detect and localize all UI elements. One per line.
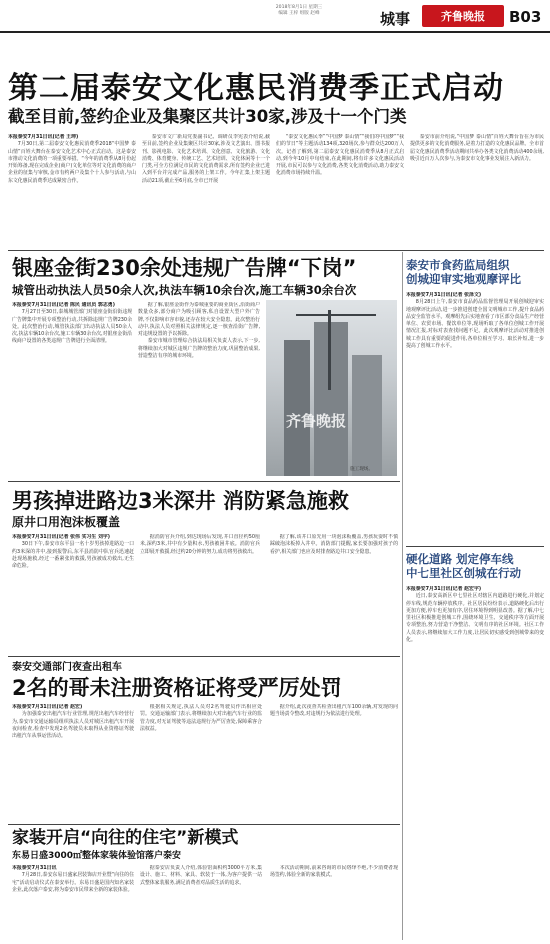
lead-byline: 本报泰安7月31日讯(记者 王坤): [8, 134, 79, 140]
decor-article-col2: 据泰安店负责人介绍,体验馆面积约3000平方米,集设计、施工、材料、家具、软装于一体,为客户提供一站式整体家装服务,满足消费者对品质生活的追求。: [140, 865, 262, 886]
lead-article-col4: 泰安市前介绍说,“中国梦 泰山情”百姓大舞台旨在为市民提供更多的文化消费服务,是着力打造的文化惠民品牌。全市首届文化惠民消费季活动期间共举办各类文化消费活动400余场,吸引近百万人次参与,为泰安市文化事业发展注入新活力。: [410, 134, 544, 162]
lead-article-col3: “泰安文化惠民季”“中国梦 泰山情”“我们的中国梦”“我们的节日”等主题活动134项,320场次,参与群众达200万人次。记者了解到,第二届泰安文化惠民消费季从8月正式启动,到今年10月中旬结束,在此期间,将有许多文化惠民活动开展,市民可以参与文化消费,各类文化消费活动,助力泰安文化消费市场持续升温。: [276, 134, 404, 177]
lead-subheadline: 截至目前,签约企业及集聚区共计30家,涉及十一个门类: [8, 107, 407, 126]
yinzuo-article-col1: 本报泰安7月31日讯(记者 陈民 通讯员 郭志勇) 7月27日至30日,泰城城管部门对银座金街沿街违规广告牌集中开展专项整治行动,共拆除违规广告牌230余处。此次整治行动,城管执法部门出动执法人员50余人次,执法车辆10余台次,施工车辆30余台次,对银座金街沿线商户设置的各类违规广告牌进行全面清理。: [12, 302, 132, 345]
boy-article-col3: 据了解,该井口原先用一块泡沫板覆盖,男孩玩耍时不慎踩破泡沫板掉入井中。消防部门提醒,家长要加强对孩子的看护,相关部门也应及时排查路边井口安全隐患。: [270, 534, 398, 555]
yinzuo-headline: 银座金街230余处违规广告牌“下岗”: [12, 256, 357, 280]
section-title: 城事: [380, 10, 411, 28]
boy-subheadline: 原井口用泡沫板覆盖: [12, 515, 121, 529]
decor-headline: 家装开启“向往的住宅”新模式: [12, 828, 239, 848]
parking-byline: 本报泰安7月31日讯(记者 赵宏宇): [406, 586, 482, 592]
header-rule: [0, 31, 550, 33]
decor-article-col3: 本次活动期间,前来咨询的市民络绎不绝,不少消费者现场签约,体验全新的家装模式。: [270, 865, 398, 879]
decor-subheadline: 东易日盛3000㎡整体家装体验馆落户泰安: [12, 851, 182, 861]
parking-article: 本报泰安7月31日讯(记者 赵宏宇) 近日,泰安高新区中七里社区对辖区内道路进行硬化,并划定停车线,规范车辆停放秩序。社区居民纷纷表示,道路硬化后出行更加方便,停车也更加有序,居住环境得到明显改善。据了解,中七里社区积极推进创城工作,围绕环境卫生、交通秩序等方面开展专项整治,努力营造干净整洁、文明有序的社区环境。社区工作人员表示,将继续加大工作力度,让居民切实感受到创城带来的变化。: [406, 586, 544, 644]
taxi-article-col3: 据介绍,此次夜查共检查出租汽车100余辆,对发现的问题当场责令整改,对违规行为依法进行处理。: [270, 704, 398, 718]
boy-article-col1: 本报泰安7月31日讯(记者 张伟 实习生 刘宇) 30日下午,泰安市东平县一名十岁男孩掉进路边一口约3米深的井中,接到报警后,东平县消防中队官兵迅速赶赴现场施救,经过一番紧张的救援,男孩被成功救出,无生命危险。: [12, 534, 134, 570]
construction-photo: [266, 300, 397, 476]
divider: [406, 546, 544, 547]
photo-watermark: 齐鲁晚报: [286, 412, 347, 430]
newspaper-logo: 齐鲁晚报: [422, 5, 504, 27]
page-number: B03: [509, 8, 542, 26]
taxi-headline: 2名的哥未注册资格证将受严厉处罚: [12, 676, 342, 700]
decor-article-col1: 本报泰安7月31日讯 7月28日,泰安东易日盛家居装饰店开业暨“向往的住宅”活动启动仪式在泰安举行。东易日盛是国内知名家装企业,此次落户泰安,将为泰安市民带来全新的家装体验。: [12, 865, 134, 893]
divider: [8, 656, 400, 657]
taxi-kicker: 泰安交通部门夜查出租车: [12, 662, 122, 673]
yinzuo-article-col2: 据了解,银座金街作为泰城重要的商业街区,沿街商户数量众多,部分商户为吸引顾客,私自设置大型户外广告牌,不仅影响市容市貌,还存在较大安全隐患。此次整治行动中,执法人员对照相关法律规定,逐一核查沿街广告牌,对违规设置的予以拆除。 泰安市城市管理综合执法局相关负责人表示,下一步,将继续加大对城区违规广告牌的整治力度,巩固整治成果,营造整洁有序的城市环境。: [138, 302, 260, 360]
divider: [8, 481, 400, 482]
taxi-article-col1: 本报泰安7月31日讯(记者 赵宏) 为加强泰安出租汽车行业管理,规范出租汽车经营行为,泰安市交通运输局组织执法人员对城区出租汽车开展夜间检查,检查中发现2名驾驶员未取得从业资格证驾驶出租汽车从事运营活动。: [12, 704, 134, 740]
lead-article-col2: 泰安市文广新局党委副书记、调研员李宪表介绍说,截至目前,签约企业及集聚区共计30家,涉及文艺演出、图书报刊、影视电影、文化艺术培训、文化创意、文化旅游、文化消费、体育健身、传统工艺、艺术培训、文化休闲等十一个门类,可全方位满足市民的文化消费需求,所有签约企业已进入到平台并完成产品,服务的上架工作。今年汇集上架主题活动21项,截止至6月底,全市已开展: [142, 134, 270, 184]
divider: [8, 824, 400, 825]
divider: [8, 250, 544, 251]
taxi-article-col2: 根据相关规定,执法人员对2名驾驶员作出相应处罚。交通运输部门表示,将继续加大对出租汽车行业的监管力度,对无证驾驶等违法违规行为严厉查处,保障乘客合法权益。: [140, 704, 262, 732]
yinzuo-subheadline: 城管出动执法人员50余人次,执法车辆10余台次,施工车辆30余台次: [12, 283, 357, 297]
lead-headline: 第二届泰安文化惠民消费季正式启动: [8, 71, 504, 106]
boy-headline: 男孩掉进路边3米深井 消防紧急施救: [12, 489, 349, 513]
issue-date: 2018年8月1日 星期三 编辑 王梓 组版 赵峰: [275, 5, 323, 16]
food-byline: 本报泰安7月31日讯(记者 张泽文): [406, 292, 482, 298]
photo-caption: 施工现场。: [350, 467, 373, 472]
parking-headline: 硬化道路 划定停车线 中七里社区创城在行动: [406, 552, 521, 580]
food-headline: 泰安市食药监局组织 创城迎审实地观摩评比: [406, 258, 521, 286]
taxi-byline: 本报泰安7月31日讯(记者 赵宏): [12, 704, 83, 710]
decor-byline: 本报泰安7月31日讯: [12, 865, 57, 871]
yinzuo-byline: 本报泰安7月31日讯(记者 陈民 通讯员 郭志勇): [12, 302, 115, 308]
column-divider: [402, 252, 403, 940]
food-article: 本报泰安7月31日讯(记者 张泽文) 8月28日上午,泰安市食品药品监督管理局开展创城迎审实地观摩评比活动,进一步推进创建全国文明城市工作,提升食品药品安全监管水平。观摩组先后实地查看了市区部分食品生产经营单位、农贸市场、餐饮单位等,现场听取了各单位创城工作开展情况汇报,对标对表查找问题不足。此次观摩评比活动对推进创城工作具有重要的促进作用,各单位相互学习、取长补短,进一步提高了创城工作水平。: [406, 292, 544, 350]
boy-article-col2: 据消防官兵介绍,到达现场后发现,井口直径约50厘米,深约3米,井中有少量积水,男孩被困井底。消防官兵立即展开救援,经过约20分钟的努力,成功将男孩救出。: [140, 534, 260, 555]
lead-article-col1: 本报泰安7月31日讯(记者 王坤) 7月30日,第二届泰安文化惠民消费季2018“中国梦 泰山情”百姓大舞台在泰安文化艺术中心正式启动。这是泰安市推动文化消费的一项重要举措。“今年的消费季从8月份起开始筹备,现在完成企业(商户)文化单位等对文化消费的商户企业的征集与审核,金市有约两户及集个十人参与活动,与山东文化惠民消费季达成紧密合作。: [8, 134, 136, 184]
boy-byline: 本报泰安7月31日讯(记者 张伟 实习生 刘宇): [12, 534, 111, 540]
